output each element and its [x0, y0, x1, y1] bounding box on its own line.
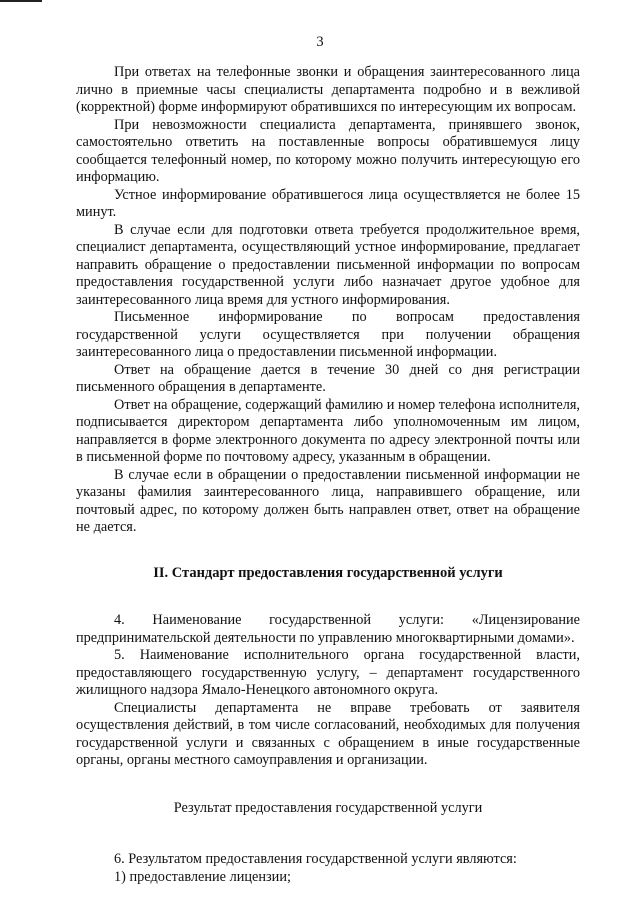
- paragraph-response-signing: Ответ на обращение, содержащий фамилию и номер телефона исполнителя, подписывается директором департамента либо уполномоченным им лицом, направляется в форме электронного документа по адресу электронной почты или в письменной форме по почтовому адресу, указанным в обращении.: [76, 396, 580, 465]
- paragraph-no-requirements: Специалисты департамента не вправе требовать от заявителя осуществления действий, в том числе согласований, необходимых для получения государственной услуги и связанных с обращением в иные государственные органы, органы местного самоуправления и организации.: [76, 699, 580, 768]
- paragraph-oral-duration: Устное информирование обратившегося лица осуществляется не более 15 минут.: [76, 186, 580, 220]
- paragraph-long-preparation: В случае если для подготовки ответа требуется продолжительное время, специалист департамента, осуществляющий устное информирование, предлагает направить обращение о предоставлении письменной информации по вопросам предоставления государственной услуги либо назначает другое удобное для заинтересованного лица время для устного информирования.: [76, 221, 580, 308]
- section-heading: II. Стандарт предоставления государственной услуги: [153, 564, 503, 581]
- paragraph-response-time: Ответ на обращение дается в течение 30 дней со дня регистрации письменного обращения в департаменте.: [76, 361, 580, 395]
- subsection-heading: Результат предоставления государственной услуги: [173, 799, 483, 816]
- paragraph-authority-name: 5. Наименование исполнительного органа государственной власти, предоставляющего государственную услугу, – департамент государственного жилищного надзора Ямало-Ненецкого автономного округа.: [76, 647, 580, 698]
- corner-mark: [0, 0, 42, 2]
- paragraph-unable-to-answer: При невозможности специалиста департамента, принявшего звонок, самостоятельно ответить на поставленные вопросы обратившемуся лицу сообщается телефонный номер, по которому можно получить интересующую его информацию.: [76, 116, 580, 185]
- paragraph-service-name: 4. Наименование государственной услуги: «Лицензирование предпринимательской деятельности по управлению многоквартирными домами».: [76, 612, 580, 646]
- paragraph-phone-inquiries: При ответах на телефонные звонки и обращения заинтересованного лица лично в приемные часы специалисты департамента подробно и в вежливой (корректной) форме информируют обратившихся по интересующим их вопросам.: [76, 64, 580, 115]
- paragraph-no-response: В случае если в обращении о предоставлении письменной информации не указаны фамилия заинтересованного лица, направившего обращение, или почтовый адрес, по которому должен быть направлен ответ, ответ на обращение не дается.: [76, 466, 580, 535]
- paragraph-license-item: 1) предоставление лицензии;: [114, 868, 291, 885]
- page-number: 3: [316, 34, 324, 50]
- document-body: [76, 64, 580, 886]
- paragraph-service-result: 6. Результатом предоставления государственной услуги являются:: [114, 851, 517, 867]
- paragraph-written-info: Письменное информирование по вопросам предоставления государственной услуги осуществляется при получении обращения заинтересованного лица о предоставлении письменной информации.: [76, 309, 580, 360]
